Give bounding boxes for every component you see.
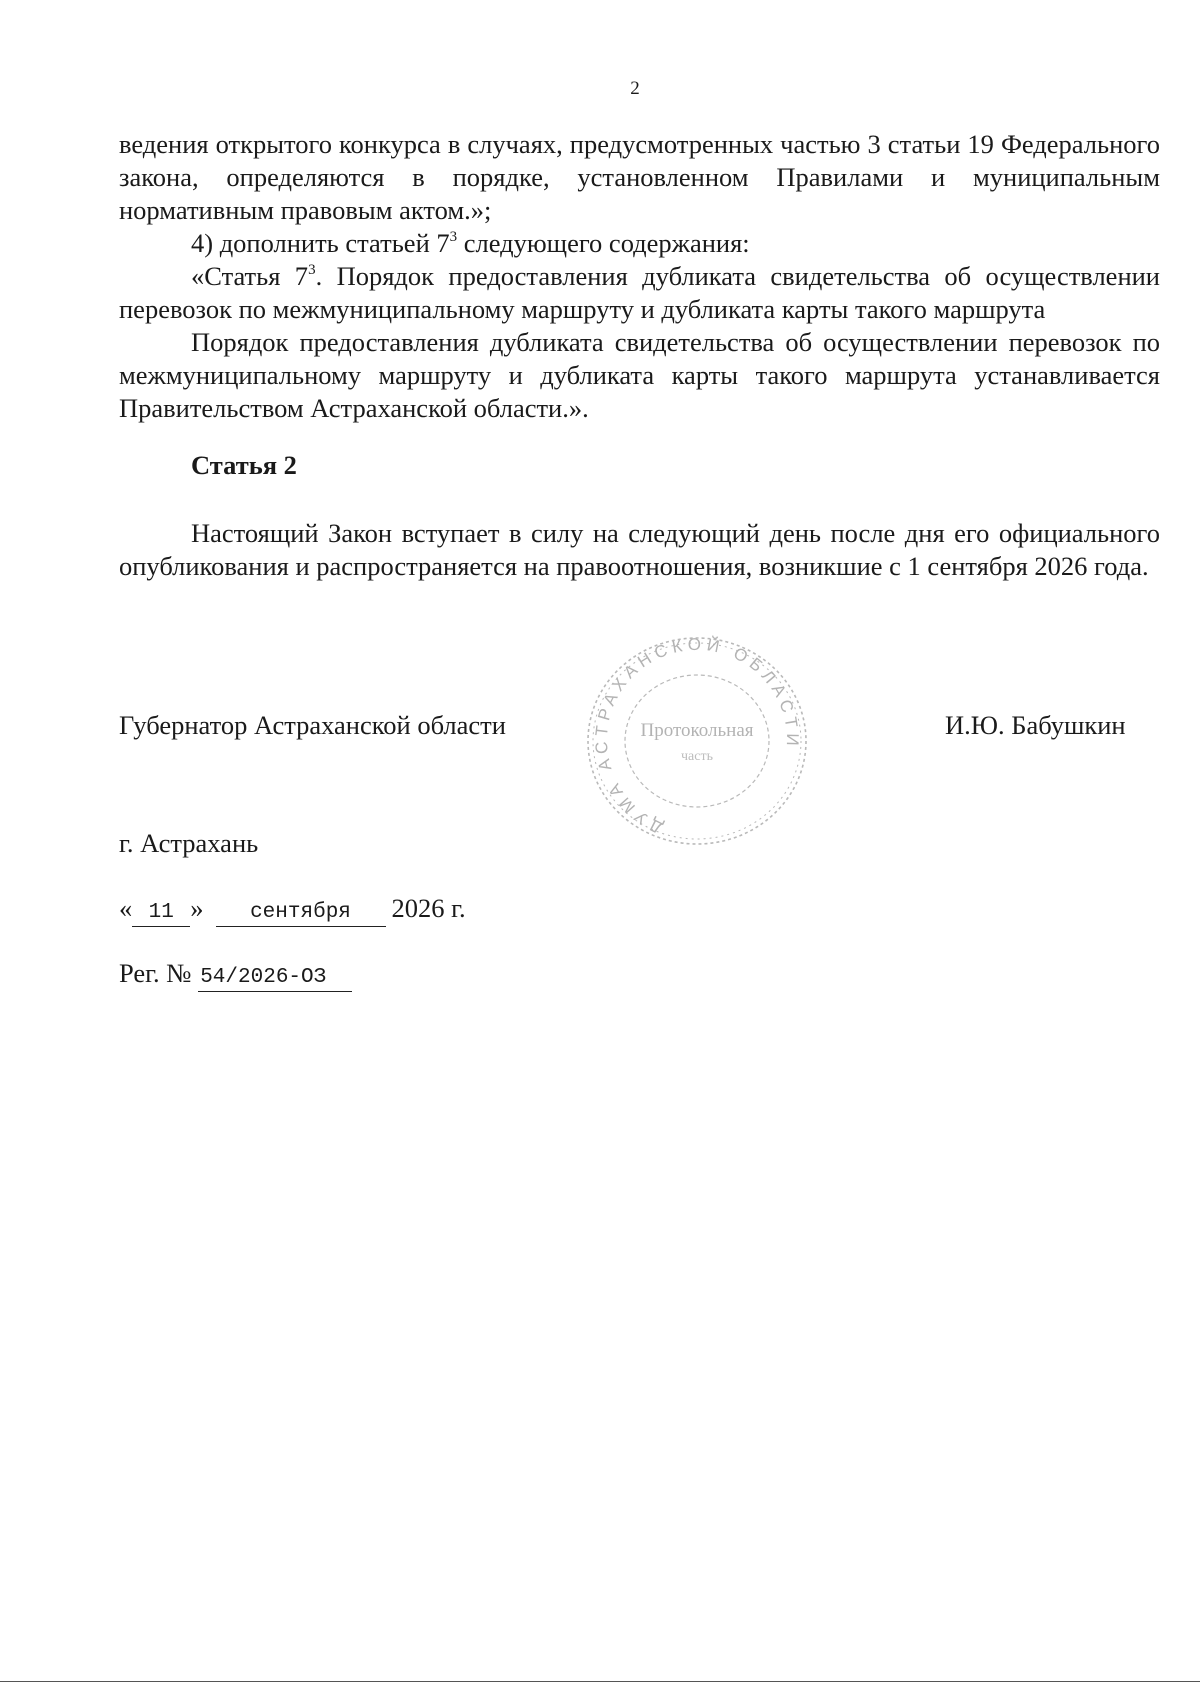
paragraph-article-7-3-title: «Статья $7^3$. Порядок предоставления дубликата свидетельства об осуществлении перевозок по межмуниципальному маршруту и дубликата карты такого маршрута [119,261,1160,324]
registration-label: Рег. № [119,958,192,988]
date-year: 2026 г. [391,893,466,923]
article-2-paragraph: Настоящий Закон вступает в силу на следующий день после дня его официального опубликования и распространяется на правоотношения, возникшие с 1 сентября 2026 года. [119,518,1160,581]
amendment-text [119,128,1160,425]
page-bottom-rule [0,1681,1200,1682]
article-2-text [119,517,1160,583]
stamp-center-line-1: Протокольная [640,720,754,741]
date-day: 11 [132,900,190,927]
registration-number: 54/2026-ОЗ [198,965,352,992]
place-of-signing: г. Астрахань [119,828,259,858]
page-number: 2 [630,78,640,99]
governor-title: Губернатор Астраханской области [119,710,506,740]
official-stamp [583,632,811,850]
stamp-center-line-2: часть [681,749,713,764]
signing-date: « 11 » сентября 2026 г. [119,893,466,927]
paragraph-continuation: ведения открытого конкурса в случаях, предусмотренных частью 3 статьи 19 Федерального закона, определяются в порядке, установленном Правилами и муниципальным нормативным правовым актом.»; [119,129,1160,225]
stamp-ring-text: ДУМА АСТРАХАНСКОЙ ОБЛАСТИ [591,634,803,838]
article-2-heading: Статья 2 [191,450,297,480]
date-month: сентября [216,900,386,927]
paragraph-item-4: 4) дополнить статьей $7^3$ следующего содержания: [191,228,750,258]
paragraph-article-7-3-body: Порядок предоставления дубликата свидетельства об осуществлении перевозок по межмуниципальному маршруту и дубликата карты такого маршрута устанавливается Правительством Астраханской области.». [119,327,1160,423]
registration-line [119,958,352,992]
governor-name: И.Ю. Бабушкин [945,710,1126,740]
